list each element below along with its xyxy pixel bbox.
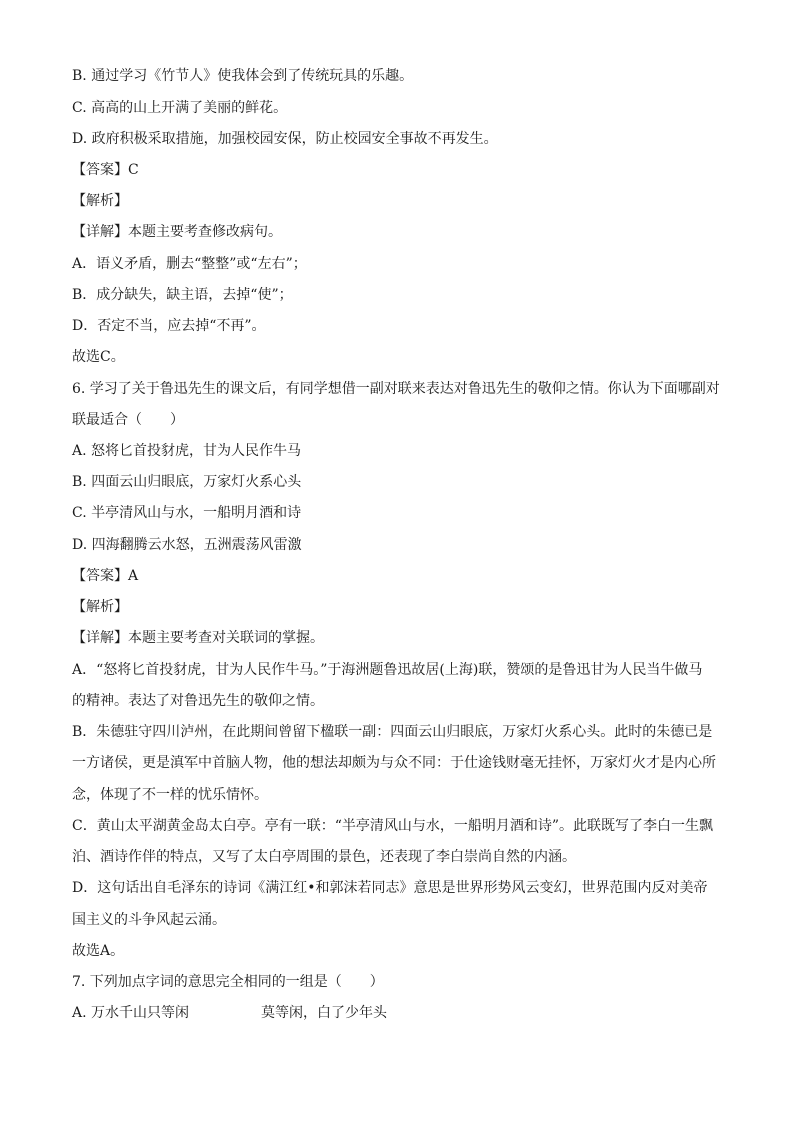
option-b-q5: B. 通过学习《竹节人》使我体会到了传统玩具的乐趣。	[72, 68, 414, 84]
option-a-q6: A. 怒将匕首投豺虎，甘为人民作牛马	[72, 443, 302, 459]
explain-d-q6-line1: D．这句话出自毛泽东的诗词《满江红•和郭沫若同志》意思是世界形势风云变幻，世界范围内反对美帝	[72, 880, 708, 896]
explain-d-q5: D．否定不当，应去掉“不再”。	[72, 318, 266, 334]
explain-d-q6-line2: 国主义的斗争风起云涌。	[72, 912, 226, 928]
option-a-q7-right: 莫等闲，白了少年头	[261, 1005, 388, 1021]
explain-b-q5: B．成分缺失，缺主语，去掉“使”；	[72, 287, 293, 303]
answer-q6: 【答案】A	[72, 568, 139, 584]
explain-b-q6-line2: 一方诸侯，更是滇军中首脑人物，他的想法却颇为与众不同：于仕途钱财毫无挂怀，万家灯火才是内心所	[72, 755, 716, 771]
analysis-heading-q6: 【解析】	[72, 599, 128, 615]
question-6-line2: 联最适合（ ）	[72, 412, 184, 428]
option-d-q5: D. 政府积极采取措施，加强校园安保，防止校园安全事故不再发生。	[72, 131, 498, 147]
detail-q5: 【详解】本题主要考查修改病句。	[72, 224, 282, 240]
question-7: 7. 下列加点字词的意思完全相同的一组是（ ）	[72, 974, 384, 990]
detail-q6: 【详解】本题主要考查对关联词的掌握。	[72, 630, 324, 646]
selection-q5: 故选C。	[72, 349, 125, 365]
option-a-q7-left: A. 万水千山只等闲	[72, 1005, 190, 1021]
option-b-q6: B. 四面云山归眼底，万家灯火系心头	[72, 474, 302, 490]
analysis-heading-q5: 【解析】	[72, 193, 128, 209]
explain-a-q6-line2: 的精神。表达了对鲁迅先生的敬仰之情。	[72, 693, 324, 709]
explain-b-q6-line3: 念，体现了不一样的忧乐情怀。	[72, 787, 268, 803]
explain-c-q6-line2: 泊、酒诗作伴的特点，又写了太白亭周围的景色，还表现了李白崇尚自然的内涵。	[72, 849, 576, 865]
option-c-q6: C. 半亭清风山与水，一船明月酒和诗	[72, 505, 302, 521]
answer-q5: 【答案】C	[72, 162, 139, 178]
explain-a-q6-line1: A．“怒将匕首投豺虎，甘为人民作牛马。”于海洲题鲁迅故居(上海)联，赞颂的是鲁迅甘为人民当牛做马	[72, 662, 703, 678]
explain-c-q6-line1: C．黄山太平湖黄金岛太白亭。亭有一联：“半亭清风山与水，一船明月酒和诗”。此联既写了李白一生飘	[72, 818, 714, 834]
explain-a-q5: A．语义矛盾，删去“整整”或“左右”；	[72, 256, 307, 272]
option-d-q6: D. 四海翻腾云水怒，五洲震荡风雷激	[72, 537, 302, 553]
question-6-line1: 6. 学习了关于鲁迅先生的课文后，有同学想借一副对联来表达对鲁迅先生的敬仰之情。你认为下面哪副对	[72, 381, 720, 397]
option-a-q7	[72, 1003, 387, 1023]
selection-q6: 故选A。	[72, 943, 125, 959]
option-c-q5: C. 高高的山上开满了美丽的鲜花。	[72, 100, 288, 116]
explain-b-q6-line1: B．朱德驻守四川泸州，在此期间曾留下楹联一副：四面云山归眼底，万家灯火系心头。此时的朱德已是	[72, 724, 713, 740]
